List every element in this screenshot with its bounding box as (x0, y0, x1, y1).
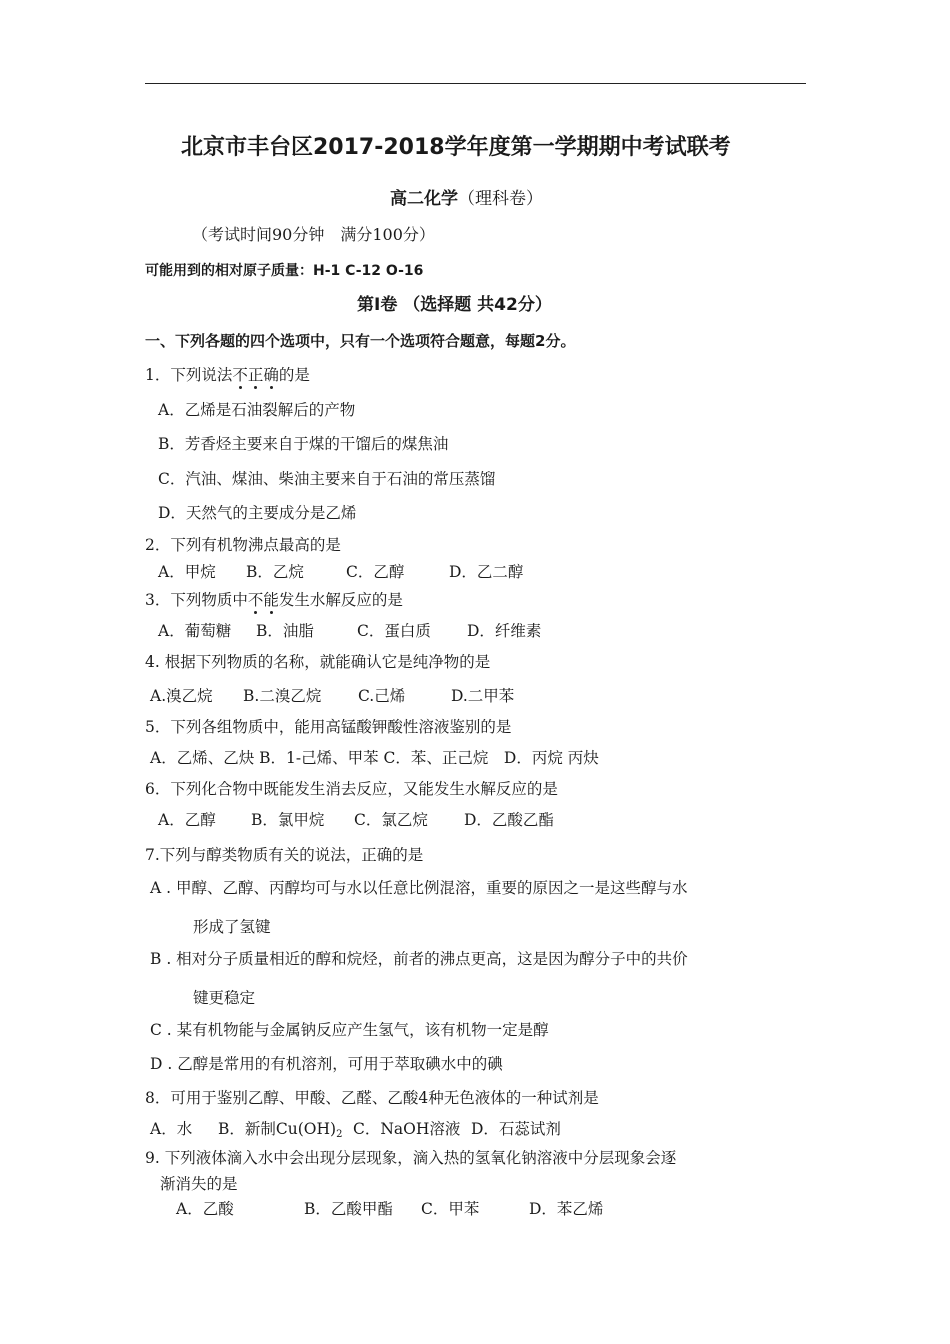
q1-option-b: B．芳香烃主要来自于煤的干馏后的煤焦油 (158, 435, 449, 453)
q7-option-a-cont: 形成了氢键 (193, 918, 271, 936)
q6-option-d: D．乙酸乙酯 (464, 811, 554, 829)
q1-option-d: D．天然气的主要成分是乙烯 (158, 504, 357, 522)
q2-option-a: A．甲烷 (158, 563, 216, 581)
section-title: 第Ⅰ卷 （选择题 共42分） (357, 295, 552, 315)
question-9-stem-cont: 渐消失的是 (160, 1175, 238, 1193)
q6-option-a: A．乙醇 (158, 811, 216, 829)
header-rule (145, 83, 806, 84)
section-instruction: 一、下列各题的四个选项中，只有一个选项符合题意，每题2分。 (145, 332, 576, 350)
question-6-stem: 6．下列化合物中既能发生消去反应，又能发生水解反应的是 (145, 780, 558, 798)
q4-option-c: C.己烯 (358, 687, 406, 705)
q7-option-b: B . 相对分子质量相近的醇和烷烃，前者的沸点更高，这是因为醇分子中的共价 (150, 950, 688, 968)
q1-emph-2: 正 (247, 366, 264, 384)
question-5-stem: 5．下列各组物质中，能用高锰酸钾酸性溶液鉴别的是 (145, 718, 512, 736)
q8-option-b-text: B．新制Cu(OH) (218, 1120, 337, 1138)
q2-option-b: B．乙烷 (246, 563, 304, 581)
q8-option-b-subscript: 2 (336, 1129, 343, 1140)
q9-option-d: D．苯乙烯 (529, 1200, 604, 1218)
q9-option-c: C．甲苯 (421, 1200, 480, 1218)
question-9-stem: 9. 下列液体滴入水中会出现分层现象，滴入热的氢氧化钠溶液中分层现象会逐 (145, 1149, 677, 1167)
q2-option-d: D．乙二醇 (449, 563, 524, 581)
question-8-stem: 8．可用于鉴别乙醇、甲酸、乙醛、乙酸4种无色液体的一种试剂是 (145, 1089, 599, 1107)
q3-emph-2: 能 (263, 591, 279, 609)
q7-option-a: A . 甲醇、乙醇、丙醇均可与水以任意比例混溶，重要的原因之一是这些醇与水 (150, 879, 688, 897)
q3-emph-1: 不 (247, 591, 264, 609)
q1-emph-3: 确 (263, 366, 279, 384)
q1-stem-pre: 1．下列说法 (145, 366, 233, 384)
q4-option-a: A.溴乙烷 (150, 687, 213, 705)
q3-stem-pre: 3．下列物质中 (145, 591, 248, 609)
subject-line (390, 188, 543, 210)
q5-options: A．乙烯、乙炔 B．1-己烯、甲苯 C．苯、正己烷 D．丙烷 丙炔 (150, 749, 599, 767)
q2-option-c: C．乙醇 (346, 563, 405, 581)
subject-name: 高二化学 (390, 189, 458, 209)
question-2-stem: 2．下列有机物沸点最高的是 (145, 536, 341, 554)
q8-option-a: A．水 (150, 1120, 193, 1138)
q9-option-a: A．乙酸 (176, 1200, 234, 1218)
q3-option-d: D．纤维素 (467, 622, 542, 640)
exam-title: 北京市丰台区2017-2018学年度第一学期期中考试联考 (181, 135, 731, 160)
q6-option-b: B．氯甲烷 (251, 811, 325, 829)
q1-option-c: C．汽油、煤油、柴油主要来自于石油的常压蒸馏 (158, 470, 496, 488)
q9-option-b: B．乙酸甲酯 (304, 1200, 393, 1218)
question-4-stem: 4. 根据下列物质的名称，就能确认它是纯净物的是 (145, 653, 491, 671)
q3-option-b: B．油脂 (256, 622, 314, 640)
q8-option-c: C．NaOH溶液 (353, 1120, 461, 1138)
question-3-stem (145, 590, 403, 610)
q7-option-d: D . 乙醇是常用的有机溶剂，可用于萃取碘水中的碘 (150, 1055, 503, 1073)
q6-option-c: C．氯乙烷 (354, 811, 428, 829)
q3-option-c: C．蛋白质 (357, 622, 431, 640)
exam-info: （考试时间90分钟 满分100分） (192, 225, 435, 244)
q1-stem-post: 的是 (278, 366, 310, 384)
question-7-stem: 7.下列与醇类物质有关的说法，正确的是 (145, 846, 424, 864)
q4-option-d: D.二甲苯 (451, 687, 515, 705)
q8-option-d: D．石蕊试剂 (471, 1120, 561, 1138)
question-1-stem (145, 365, 310, 385)
q3-option-a: A．葡萄糖 (158, 622, 232, 640)
atomic-mass-note: 可能用到的相对原子质量：H-1 C-12 O-16 (145, 263, 424, 279)
subject-paper-type: （理科卷） (458, 189, 543, 209)
q7-option-b-cont: 键更稳定 (193, 989, 256, 1007)
q7-option-c: C . 某有机物能与金属钠反应产生氢气，该有机物一定是醇 (150, 1021, 549, 1039)
q4-option-b: B.二溴乙烷 (243, 687, 322, 705)
q8-option-b (218, 1119, 342, 1139)
q1-option-a: A．乙烯是石油裂解后的产物 (158, 401, 356, 419)
q1-emph-1: 不 (232, 366, 248, 384)
q3-stem-post: 发生水解反应的是 (278, 591, 403, 609)
